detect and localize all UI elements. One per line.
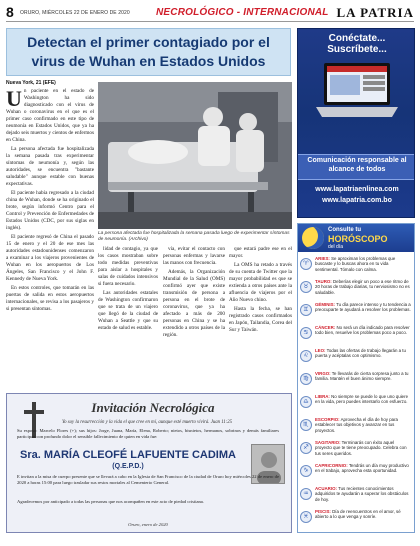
sign-name: LEO: xyxy=(315,348,326,353)
zodiac-icon: ♏ xyxy=(300,419,312,431)
laptop-icon xyxy=(314,61,400,121)
sign-name: CAPRICORNIO: xyxy=(315,463,348,468)
horoscope-sign xyxy=(300,440,412,460)
sign-text: Tu día parece intenso y tu tendencia a preocuparte te ayudará a resolver los problemas. xyxy=(315,302,411,313)
horoscope-title-top: Consulte tu xyxy=(328,227,361,233)
zodiac-icon: ♐ xyxy=(300,442,312,454)
zodiac-icon: ♌ xyxy=(300,350,312,362)
headline-box xyxy=(6,28,291,76)
horoscope-subtitle: del día xyxy=(328,244,344,250)
sign-name: PISCIS: xyxy=(315,509,331,514)
horoscope-panel xyxy=(297,223,415,533)
article-paragraph: La persona afectada fue hospitalizada la semana pasada tras experimentar síntomas de neumonía y, según las autoridades, se encuentra "bastante saludable" aunque estable con buenas expectativas. xyxy=(6,146,94,187)
sign-text: No siempre se puede lo que uno quiere en la vida, pero puedes intentarlo con esfuerzo. xyxy=(315,394,409,405)
zodiac-icon: ♈ xyxy=(300,258,312,270)
article-paragraph: En estos controles, que tomarán en las puertas de salida en estos aeropuertos internacionales, se revisa a los pasajeros y si presentan síntomas. xyxy=(6,285,94,312)
horoscope-sign xyxy=(300,509,412,529)
zodiac-icon: ♍ xyxy=(300,373,312,385)
invitation-title: Invitación Necrológica xyxy=(91,400,215,415)
article-headline: Detectan el primer contagiado por el virus de Wuhan en Estados Unidos xyxy=(27,34,270,69)
article-paragraph: vía, evitar el contacto con personas enfermas y lavarse las manos con frecuencia. xyxy=(163,246,225,266)
article-photo xyxy=(98,82,292,229)
sign-text: Tus recientes conocimientos adquiridos te ayudarán a superar los obstáculos de hoy. xyxy=(315,486,409,502)
horoscope-sign xyxy=(300,371,412,391)
zodiac-icon: ♊ xyxy=(300,304,312,316)
horoscope-sign xyxy=(300,417,412,437)
horoscope-sign xyxy=(300,302,412,322)
hospital-photo-illustration xyxy=(98,82,292,229)
article-paragraph: Hasta la fecha, se han registrado casos confirmados en Japón, Tailandia, Corea del Sur y Taiwán. xyxy=(229,306,292,333)
article-paragraph: Además, la Organización Mundial de la Salud (OMS) confirmó ayer que existe transmisión de persona a persona en el brote de coronavirus, que ya ha afectado a más de 200 personas en China y se ha extendido a otros países de la región. xyxy=(163,269,225,338)
sign-text: Te llevarás de cierta sorpresa junto a tu familia. Mantén el buen ánimo siempre. xyxy=(315,371,409,382)
deceased-name: Sra. MARÍA CLEOFÉ LAFUENTE CADIMA xyxy=(20,449,236,461)
article-paragraph: El paciente había regresado a la ciudad china de Wuhan, donde se ha originado el brote, según informó Centro para el Control y Prevención de Enfermedades de Estados Unidos (CDC, por sus siglas en inglés). xyxy=(6,190,94,231)
dateline: ORURO, MIÉRCOLES 22 DE ENERO DE 2020 xyxy=(20,10,130,16)
horoscope-title: HORÓSCOPO xyxy=(328,234,388,244)
sign-text: Terminarás con éxito aquel proyecto que te tiene preocupado. Celebra con tus seres queridos. xyxy=(315,440,407,456)
horoscope-sign xyxy=(300,348,412,368)
ad-tagline: Comunicación responsable al alcance de todos xyxy=(307,157,407,173)
zodiac-icon: ♉ xyxy=(300,281,312,293)
dropcap: U xyxy=(6,88,22,111)
sign-text: Aprovecha el día de hoy para establecer tus objetivos y avanzar en tus proyectos. xyxy=(315,417,398,433)
article-column-4 xyxy=(229,246,292,388)
subscription-ad[interactable] xyxy=(297,28,415,218)
ad-url-secondary[interactable]: www.lapatria.com.bo xyxy=(322,197,392,204)
invitation-date: Oruro, enero de 2020 xyxy=(128,522,168,527)
photo-caption: La persona afectada fue hospitalizada la semana pasada luego de experimentar síntomas de neumonía. (Archivo) xyxy=(98,231,290,242)
obituary-invitation xyxy=(6,393,292,533)
sign-text: No será un día indicado para resolver todo bien, resuelve los problemas poco a poco. xyxy=(315,325,410,336)
article-paragraph: que estará padre ese en el mayor. xyxy=(229,246,292,259)
article-paragraph: La OMS ha retado a través de su cuenta de Twitter que la mayor probabilidad es que se extienda a otros países ante la afluencia de viajeros por el Año Nuevo chino. xyxy=(229,262,292,303)
horoscope-sign xyxy=(300,279,412,299)
section-title: NECROLÓGICO - INTERNACIONAL xyxy=(156,7,329,18)
horoscope-sign xyxy=(300,486,412,506)
invitation-intro: Yo soy la resurrección y la vida el que cree en mí, aunque esté muerto vivirá. Juan 11:25 xyxy=(61,420,233,425)
article-column-2 xyxy=(98,246,158,388)
zodiac-icon: ♋ xyxy=(300,327,312,339)
zodiac-icon: ♒ xyxy=(300,488,312,500)
sign-name: ESCORPIO: xyxy=(315,417,340,422)
horoscope-header xyxy=(298,224,414,252)
sign-name: SAGITARIO: xyxy=(315,440,341,445)
sign-text: Tendrás un día muy productivo en el trabajo, aprovecha esta oportunidad. xyxy=(315,463,409,474)
article-byline: Nueva York, 21 (EFE) xyxy=(6,80,56,86)
deceased-qepd: (Q.E.P.D.) xyxy=(112,463,144,470)
sign-text: Todas las ofertas de trabajo llegarán a tu puerta y acéptalas con optimismo. xyxy=(315,348,406,359)
sign-name: ACUARIO: xyxy=(315,486,337,491)
sign-name: ARIES: xyxy=(315,256,330,261)
article-paragraph: Un paciente en el estado de Washington ha sido diagnosticado con el virus de Wuhan o coronavirus en el que es el primer caso confirmado en este tipo de neumonía en Estados Unidos, que ya ha dejado seis muertos y cientos de enfermos en China. xyxy=(6,88,94,143)
zodiac-icon: ♓ xyxy=(300,511,312,523)
invitation-family: Su esposo: Marcelo Flores (+); sus hijos: Jorge, Juana, María, Elena, Roberto; nietos, bisnietos, hermanos, sobrinos y demás familiares participan con profundo dolor el sensible fallecimiento de quien en vida fue: xyxy=(17,428,279,439)
sign-name: CÁNCER: xyxy=(315,325,336,330)
article-paragraph: Las autoridades estatales de Washington confirmaron que se trata de un viajero que llegó de la ciudad de Wuhan a Seattle y que su estado de salud es estable. xyxy=(98,290,158,331)
horoscope-sign xyxy=(300,394,412,414)
horoscope-sign xyxy=(300,325,412,345)
page-number: 8 xyxy=(6,4,14,20)
article-paragraph: lidad de contagio, ya que los casos mostraban sobre todo medidas preventivas para aislar a hospitales y salas de cuidados intensivos si fuera necesario. xyxy=(98,246,158,287)
ad-title: Conéctate... Suscríbete... xyxy=(327,33,387,55)
article-paragraph: El paciente regresó de China el pasado 15 de enero y el 20 de ese mes las autoridades estadounidenses comenzaron a examinar a los viajeros provenientes de Wuhan en los aeropuertos de Los Ángeles, San Francisco y el John F. Kennedy de Nueva York. xyxy=(6,234,94,282)
horoscope-sign xyxy=(300,463,412,483)
zodiac-icon: ♎ xyxy=(300,396,312,408)
invitation-body: E invitan a la misa de cuerpo presente que se llevará a cabo en la Iglesia de San Francisco de la ciudad de Oruro hoy miércoles 22 de enero de 2020 a horas 15:00 para luego trasladar sus restos mortales al Cementerio General. xyxy=(17,474,279,485)
sign-name: VIRGO: xyxy=(315,371,331,376)
page-header xyxy=(6,4,414,22)
newspaper-brand: LA PATRIA xyxy=(336,5,414,20)
sign-text: Día de reencuentros en el amor, sé abierto a lo que venga y sonríe. xyxy=(315,509,401,520)
article-column-3 xyxy=(163,246,225,388)
zodiac-icon: ♑ xyxy=(300,465,312,477)
moon-icon xyxy=(302,227,324,249)
sign-text: Se aproximan los problemas que buscaste y lo buscas ahora en tu vida sentimental. Tómalo con calma. xyxy=(315,256,396,272)
sign-text: Deberías elegir un poco a ese ritmo de 20 horas de trabajo diarias, tu nerviosismo no es saludable. xyxy=(315,279,410,295)
article-column-1 xyxy=(6,88,94,388)
sign-name: LIBRA: xyxy=(315,394,330,399)
sign-name: TAURO: xyxy=(315,279,332,284)
ad-url-primary[interactable]: www.lapatriaenlinea.com xyxy=(315,186,399,193)
sign-name: GÉMINIS: xyxy=(315,302,336,307)
invitation-note: Agradecemos por anticipado a todas las personas que nos acompañen en este acto de piedad cristiana. xyxy=(17,499,204,504)
horoscope-sign xyxy=(300,256,412,276)
